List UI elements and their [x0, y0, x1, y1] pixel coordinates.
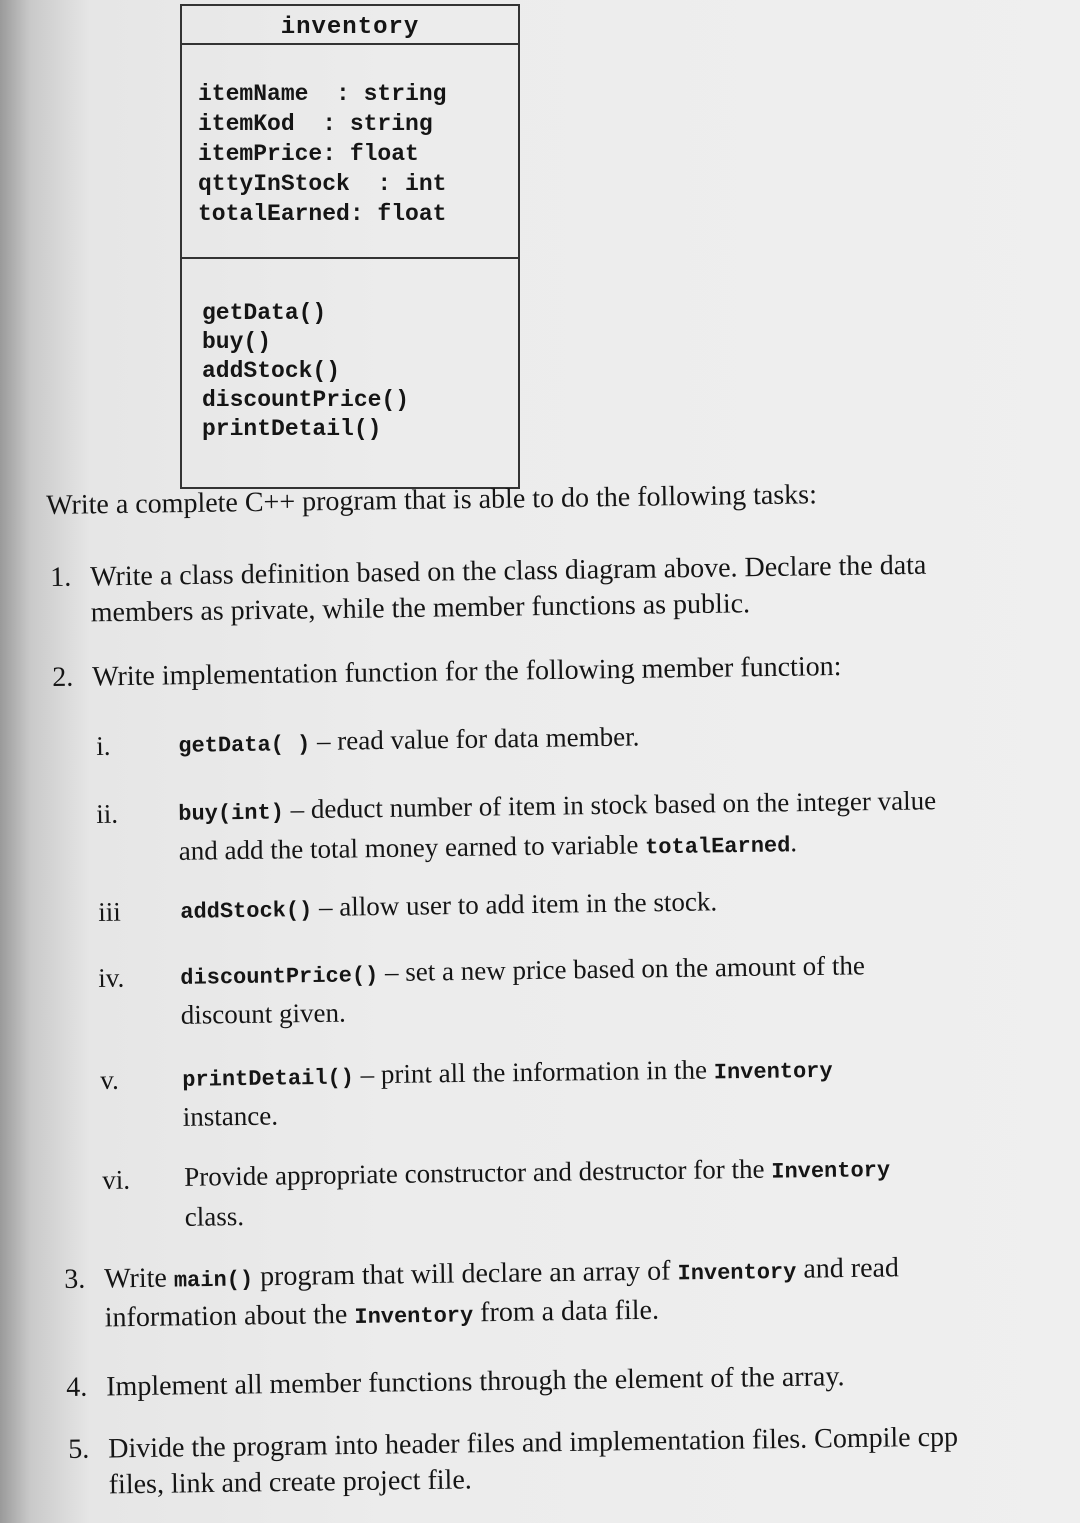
- code-inventory: Inventory: [677, 1259, 797, 1287]
- method-item: printDetail(): [202, 416, 382, 442]
- code-inventory: Inventory: [713, 1058, 833, 1086]
- attribute-item: itemName : string: [198, 81, 447, 107]
- method-item: getData(): [202, 300, 327, 326]
- code-inventory: Inventory: [771, 1157, 891, 1185]
- task-number: 2.: [52, 661, 74, 693]
- method-item: addStock(): [202, 358, 341, 384]
- task-text: program that will declare an array of: [252, 1255, 678, 1293]
- class-diagram: [180, 4, 520, 489]
- subtask-text: .: [790, 827, 798, 858]
- task-1: [50, 548, 927, 632]
- subtask-text: discount given.: [180, 997, 346, 1030]
- task-text: and read: [796, 1252, 900, 1285]
- task-text: members as private, while the member functions as public.: [90, 588, 751, 629]
- task-text: information about the: [104, 1298, 355, 1334]
- subtask-text: – print all the information in the: [353, 1054, 714, 1090]
- subtask-number: v.: [100, 1064, 119, 1095]
- code-buy: buy(int): [178, 800, 285, 827]
- class-name: inventory: [182, 6, 518, 45]
- task-number: 1.: [50, 561, 72, 593]
- code-inventory: Inventory: [354, 1303, 474, 1330]
- task-3: [64, 1250, 900, 1340]
- subtask-number: iii: [98, 896, 122, 927]
- attribute-item: itemKod : string: [198, 111, 433, 137]
- task-text: Write: [104, 1262, 175, 1295]
- subtask-text: – set a new price based on the amount of the: [378, 950, 866, 988]
- subtask-text: instance.: [182, 1100, 279, 1132]
- task-number: 5.: [68, 1433, 90, 1465]
- subtask-text: Provide appropriate constructor and destructor for the: [184, 1153, 772, 1192]
- subtask-text: – read value for data member.: [310, 721, 640, 757]
- attribute-section: [182, 45, 518, 259]
- task-text: Write a class definition based on the class diagram above. Declare the data: [90, 549, 927, 593]
- subtask-text: – deduct number of item in stock based on the integer value: [283, 785, 937, 825]
- subtask-text: class.: [184, 1201, 245, 1232]
- code-printdetail: printDetail(): [182, 1065, 355, 1093]
- task-text: from a data file.: [472, 1294, 660, 1329]
- method-section: [182, 259, 518, 487]
- method-item: discountPrice(): [202, 387, 410, 413]
- task-5: [68, 1420, 959, 1504]
- task-2: [52, 649, 842, 696]
- intro-text: Write a complete C++ program that is able to do the following tasks:: [46, 479, 818, 521]
- task-4: [66, 1359, 845, 1406]
- code-main: main(): [173, 1267, 254, 1294]
- subtask-number: i.: [96, 730, 111, 761]
- attribute-item: itemPrice: float: [198, 141, 419, 167]
- code-addstock: addStock(): [180, 898, 313, 925]
- method-item: buy(): [202, 329, 272, 355]
- task-text: Divide the program into header files and implementation files. Compile cpp: [108, 1421, 959, 1465]
- subtask-text: and add the total money earned to variable: [178, 829, 646, 866]
- task-text: files, link and create project file.: [108, 1464, 472, 1501]
- subtask-number: ii.: [96, 798, 119, 829]
- task-text: Write implementation function for the following member function:: [92, 650, 842, 693]
- subtask-number: vi.: [102, 1164, 131, 1195]
- attribute-item: totalEarned: float: [198, 201, 447, 227]
- code-totalearned: totalEarned: [644, 833, 791, 861]
- task-number: 3.: [64, 1263, 86, 1295]
- code-getdata: getData( ): [178, 732, 311, 759]
- subtask-text: – allow user to add item in the stock.: [312, 886, 718, 923]
- code-discountprice: discountPrice(): [180, 963, 379, 991]
- subtask-number: iv.: [98, 962, 125, 993]
- task-text: Implement all member functions through the element of the array.: [106, 1361, 845, 1403]
- attribute-item: qttyInStock : int: [198, 171, 447, 197]
- task-number: 4.: [66, 1371, 88, 1403]
